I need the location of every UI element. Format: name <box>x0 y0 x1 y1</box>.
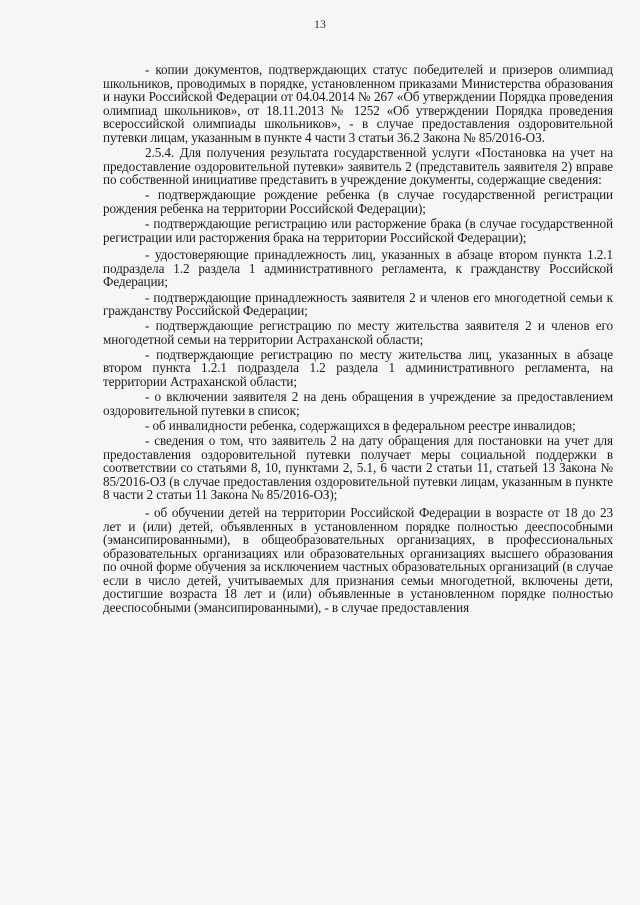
page-number: 13 <box>314 17 326 31</box>
list-item-citizenship-persons: - удостоверяющие принадлежность лиц, указанных в абзаце втором пункта 1.2.1 подраздела 1.2 раздела 1 административного регламента, к гражданству Российской Федерации; <box>103 247 613 290</box>
list-item-birth: - подтверждающие рождение ребенка (в случае государственной регистрации рождения ребенка на территории Российской Федерации); <box>103 187 613 216</box>
document-body <box>103 63 613 616</box>
list-item-registration-persons: - подтверждающие регистрацию по месту жительства лиц, указанных в абзаце втором пункта 1.2.1 подраздела 1.2 раздела 1 административного регламента, на территории Астраханской области; <box>103 346 613 390</box>
paragraph-2-5-4: 2.5.4. Для получения результата государственной услуги «Постановка на учет на предоставление оздоровительной путевки» заявитель 2 (представитель заявителя 2) вправе по собственной инициативе представить в учреждение документы, содержащие сведения: <box>103 145 613 188</box>
list-item-social-support: - сведения о том, что заявитель 2 на дату обращения для постановки на учет для предоставления оздоровительной путевки получает меры социальной поддержки в соответствии со статьями 8, 10, пунктами 2, 5.1, 6 части 2 статьи 11, статьей 13 Закона № 85/2016-ОЗ (в случае предоставления оздоровительной путевки лицам, указанным в пункте 8 части 2 статьи 11 Закона № 85/2016-ОЗ); <box>103 432 613 503</box>
list-item-disability: - об инвалидности ребенка, содержащихся в федеральном реестре инвалидов; <box>145 417 576 433</box>
list-item-education: - об обучении детей на территории Российской Федерации в возрасте от 18 до 23 лет и (или) детей, объявленных в установленном порядке полностью дееспособными (эмансипированными), в общеобразовательных организациях, в профессиональных образовательных организациях или образовательных организациях высшего образования по очной форме обучения за исключением частных образовательных организаций (в случае если в число детей, учитываемых для признания семьи многодетной, включены дети, достигшие возраста 18 лет и (или) объявленные в установленном порядке полностью дееспособными (эмансипированными), - в случае предоставления <box>103 504 613 616</box>
paragraph-olympiad-documents: - копии документов, подтверждающих статус победителей и призеров олимпиад школьников, проводимых в порядке, установленном приказами Министерства образования и науки Российской Федерации от 04.04.2014 № 267 «Об утверждении Порядка проведения олимпиад школьников», от 18.11.2013 № 1252 «Об утверждении Порядка проведения всероссийской олимпиады школьников», - в случае предоставления оздоровительной путевки лицам, указанным в пункте 4 части 3 статьи 36.2 Закона № 85/2016-ОЗ. <box>103 62 613 145</box>
list-item-marriage: - подтверждающие регистрацию или расторжение брака (в случае государственной регистрации или расторжения брака на территории Российской Федерации); <box>103 216 613 245</box>
list-item-inclusion-list: - о включении заявителя 2 на день обращения в учреждение за предоставлением оздоровительной путевки в список; <box>103 389 613 418</box>
list-item-citizenship-family: - подтверждающие принадлежность заявителя 2 и членов его многодетной семьи к гражданству Российской Федерации; <box>103 289 613 319</box>
list-item-registration-applicant: - подтверждающие регистрацию по месту жительства заявителя 2 и членов его многодетной семьи на территории Астраханской области; <box>103 318 613 347</box>
